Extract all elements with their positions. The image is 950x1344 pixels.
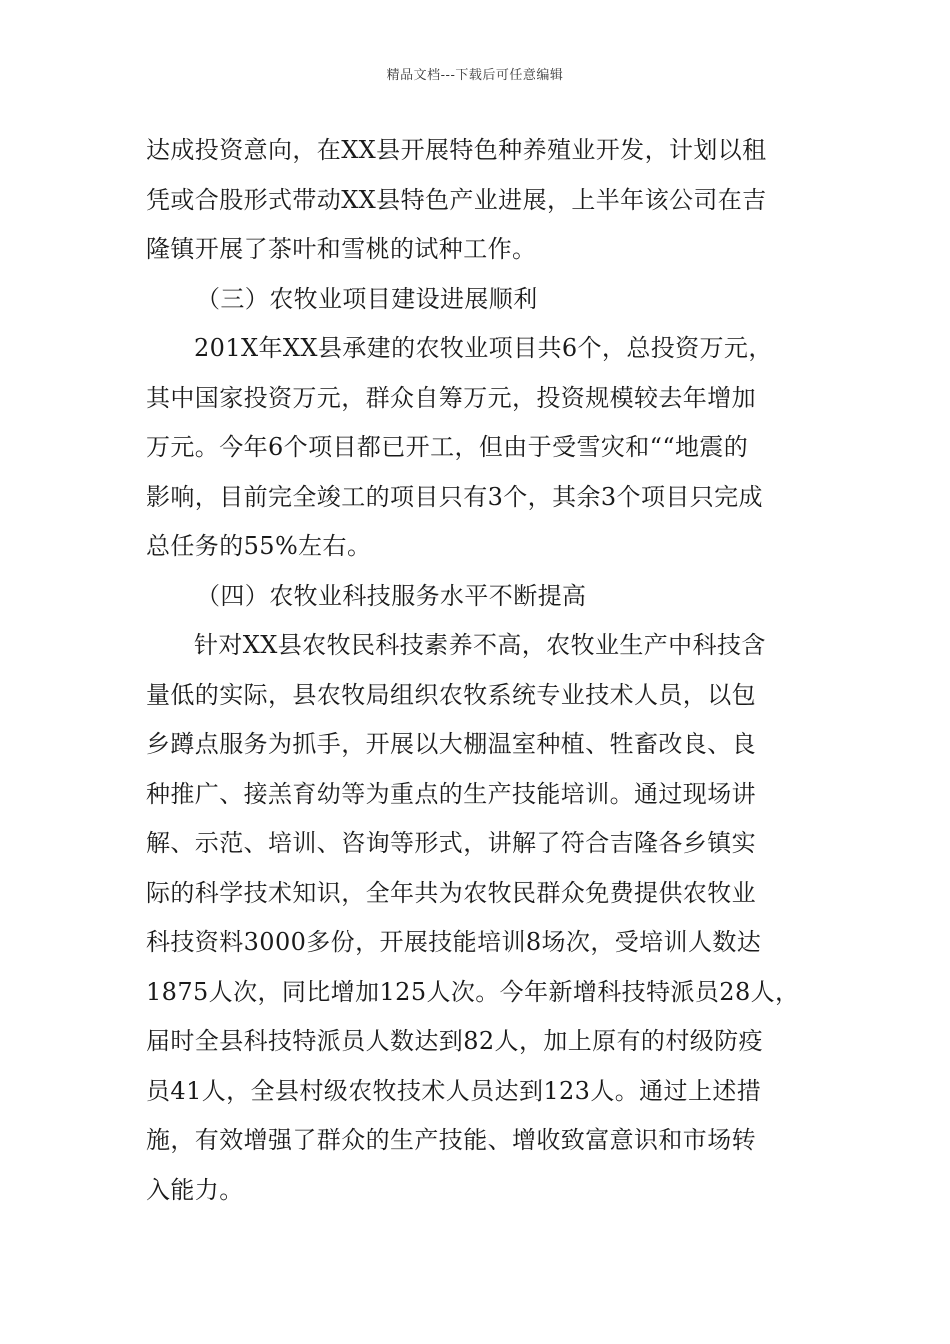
body-line: 万元。今年6个项目都已开工，但由于受雪灾和““地震的 [146,433,749,461]
body-line: 届时全县科技特派员人数达到82人，加上原有的村级防疫 [146,1027,763,1055]
body-line: 量低的实际，县农牧局组织农牧系统专业技术人员，以包 [146,680,756,709]
body-line: 凭或合股形式带动XX县特色产业进展，上半年该公司在吉 [146,185,767,214]
body-line: 种推广、接羔育幼等为重点的生产技能培训。通过现场讲 [146,779,756,808]
body-line: 达成投资意向，在XX县开展特色种养殖业开发，计划以租 [146,136,767,164]
body-line: 1875人次，同比增加125人次。今年新增科技特派员28人， [146,977,800,1006]
body-line: 科技资料3000多份，开展技能培训8场次，受培训人数达 [146,928,762,956]
body-line: 员41人，全县村级农牧技术人员达到123人。通过上述措 [146,1076,762,1105]
body-line: 201X年XX县承建的农牧业项目共6个，总投资万元， [194,334,773,362]
section-heading-4: （四）农牧业科技服务水平不断提高 [196,581,587,610]
section-heading-3: （三）农牧业项目建设进展顺利 [196,284,538,313]
body-line: 针对XX县农牧民科技素养不高，农牧业生产中科技含 [194,631,766,659]
body-line: 隆镇开展了茶叶和雪桃的试种工作。 [146,235,537,263]
body-line: 解、示范、培训、咨询等形式，讲解了符合吉隆各乡镇实 [146,829,756,857]
body-line: 其中国家投资万元，群众自筹万元，投资规模较去年增加 [146,383,756,412]
body-line: 乡蹲点服务为抓手，开展以大棚温室种植、牲畜改良、良 [146,730,756,758]
body-line: 总任务的55%左右。 [146,532,372,560]
page-header: 精品文档---下载后可任意编辑 [386,68,564,83]
body-line: 际的科学技术知识，全年共为农牧民群众免费提供农牧业 [146,878,756,907]
body-line: 施，有效增强了群众的生产技能、增收致富意识和市场转 [146,1126,756,1154]
body-line: 入能力。 [146,1175,244,1204]
body-line: 影响，目前完全竣工的项目只有3个，其余3个项目只完成 [146,482,763,511]
document-body [146,126,816,1215]
